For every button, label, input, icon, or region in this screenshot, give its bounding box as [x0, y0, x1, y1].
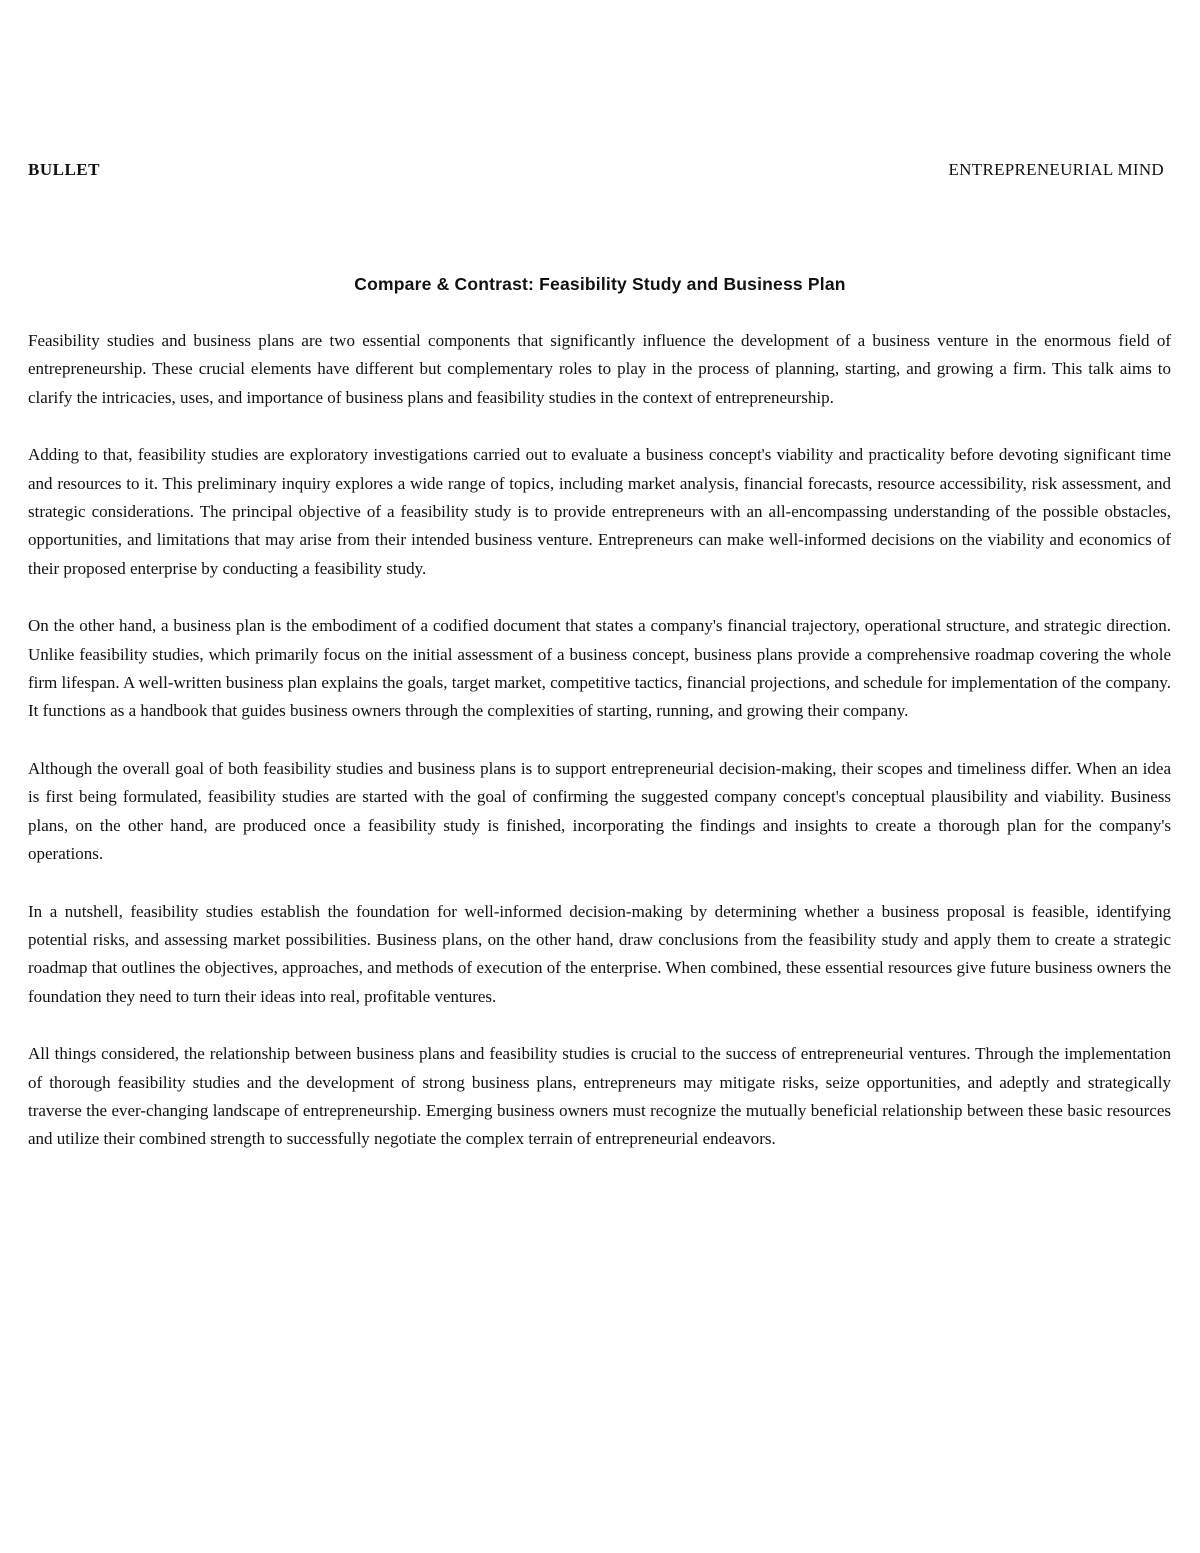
- header-right-text: ENTREPRENEURIAL MIND: [948, 160, 1164, 179]
- header-left-text: BULLET: [28, 160, 100, 179]
- paragraph-4: Although the overall goal of both feasibility studies and business plans is to support entrepreneurial decision-making, their scopes and timeliness differ. When an idea is first being formulated, feasibility studies are started with the goal of confirming the suggested company concept's conceptual plausibility and viability. Business plans, on the other hand, are produced once a feasibility study is finished, incorporating the findings and insights to create a thorough plan for the company's operations.: [28, 758, 1171, 864]
- page-header: [28, 158, 1164, 182]
- paragraph-3: On the other hand, a business plan is the embodiment of a codified document that states a company's financial trajectory, operational structure, and strategic direction. Unlike feasibility studies, which primarily focus on the initial assessment of a business concept, business plans provide a comprehensive roadmap covering the whole firm lifespan. A well-written business plan explains the goals, target market, competitive tactics, financial projections, and schedule for implementation of the company. It functions as a handbook that guides business owners through the complexities of starting, running, and growing their company.: [28, 616, 1171, 721]
- paragraph-5: In a nutshell, feasibility studies establish the foundation for well-informed decision-making by determining whether a business proposal is feasible, identifying potential risks, and assessing market possibilities. Business plans, on the other hand, draw conclusions from the feasibility study and apply them to create a strategic roadmap that outlines the objectives, approaches, and methods of execution of the enterprise. When combined, these essential resources give future business owners the foundation they need to turn their ideas into real, profitable ventures.: [28, 901, 1171, 1006]
- document-title: Compare & Contrast: Feasibility Study and Business Plan: [354, 274, 846, 294]
- paragraph-1: Feasibility studies and business plans are two essential components that significantly influence the development of a business venture in the enormous field of entrepreneurship. These crucial elements have different but complementary roles to play in the process of planning, starting, and growing a firm. This talk aims to clarify the intricacies, uses, and importance of business plans and feasibility studies in the context of entrepreneurship.: [28, 331, 1171, 407]
- paragraph-2: Adding to that, feasibility studies are exploratory investigations carried out to evaluate a business concept's viability and practicality before devoting significant time and resources to it. This preliminary inquiry explores a wide range of topics, including market analysis, financial forecasts, resource accessibility, risk assessment, and strategic considerations. The principal objective of a feasibility study is to provide entrepreneurs with an all-encompassing understanding of the possible obstacles, opportunities, and limitations that may arise from their intended business venture. Entrepreneurs can make well-informed decisions on the viability and economics of their proposed enterprise by conducting a feasibility study.: [28, 445, 1171, 578]
- paragraph-6: All things considered, the relationship between business plans and feasibility studies is crucial to the success of entrepreneurial ventures. Through the implementation of thorough feasibility studies and the development of strong business plans, entrepreneurs may mitigate risks, seize opportunities, and adeptly and strategically traverse the ever-changing landscape of entrepreneurship. Emerging business owners must recognize the mutually beneficial relationship between these basic resources and utilize their combined strength to successfully negotiate the complex terrain of entrepreneurial endeavors.: [28, 1044, 1171, 1149]
- document-body: [28, 327, 1171, 1183]
